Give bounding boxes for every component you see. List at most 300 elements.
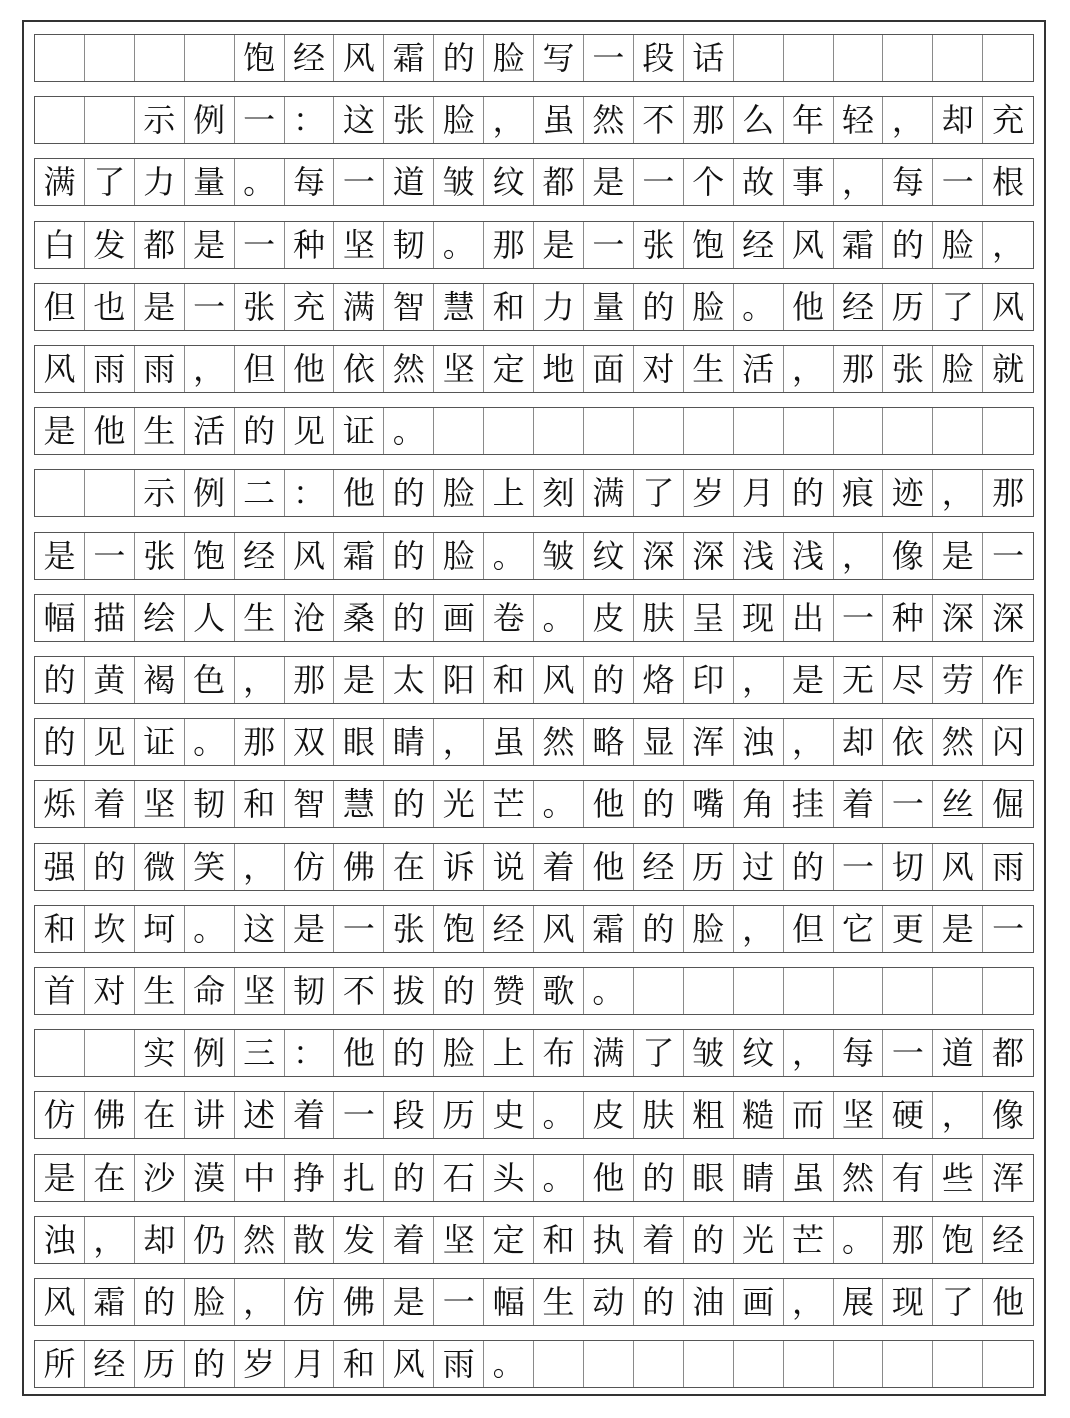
grid-cell: 他 [334,470,384,516]
grid-cell: 的 [634,906,684,952]
grid-cell: 而 [784,1092,834,1138]
grid-cell: 烙 [634,657,684,703]
grid-cell: 岁 [235,1341,285,1387]
grid-cell: 坚 [434,1217,484,1263]
grid-cell: 的 [384,1155,434,1201]
grid-cell: 一 [634,159,684,205]
grid-cell: 活 [185,408,235,454]
grid-cell: 脸 [933,222,983,268]
grid-cell: 的 [384,470,434,516]
grid-cell: 过 [734,844,784,890]
grid-cell: 是 [933,533,983,579]
grid-cell: 佛 [334,1279,384,1325]
grid-cell [933,408,983,454]
grid-cell: 黄 [85,657,135,703]
grid-cell [784,35,834,81]
grid-cell [684,408,734,454]
grid-cell [834,968,884,1014]
grid-cell: 的 [384,1030,434,1076]
grid-cell: 生 [135,408,185,454]
grid-cell: 风 [992,287,1025,326]
grid-cell: 一 [584,222,634,268]
grid-cell: 在 [85,1155,135,1201]
grid-cell: 。 [584,968,634,1014]
grid-cell: 韧 [384,222,434,268]
grid-cell: 每 [285,159,335,205]
grid-cell: 浅 [734,533,784,579]
grid-cell: 油 [684,1279,734,1325]
grid-cell [684,968,734,1014]
grid-cell: 脸 [484,35,534,81]
grid-cell: 是 [185,222,235,268]
grid-row [34,780,1034,828]
grid-cell: 例 [185,1030,235,1076]
grid-cell: 上 [484,470,534,516]
grid-cell: 像 [992,1096,1025,1135]
grid-cell: 生 [684,346,734,392]
grid-cell: 满 [334,284,384,330]
grid-cell: 都 [135,222,185,268]
grid-cell: 是 [534,222,584,268]
grid-cell: 风 [534,906,584,952]
grid-cell: 充 [285,284,335,330]
grid-cell: 是 [784,657,834,703]
grid-row [34,34,1034,82]
grid-row [34,345,1034,393]
grid-cell: 他 [584,844,634,890]
grid-cell: 桑 [334,595,384,641]
grid-cell: 却 [135,1217,185,1263]
grid-cell: 动 [584,1279,634,1325]
grid-cell: 例 [185,470,235,516]
grid-cell: 出 [784,595,834,641]
grid-cell: 肤 [634,595,684,641]
grid-cell: 幅 [484,1279,534,1325]
grid-cell: 所 [35,1341,85,1387]
grid-cell: 糙 [734,1092,784,1138]
grid-cell: 色 [185,657,235,703]
grid-cell: 佛 [85,1092,135,1138]
grid-cell: 却 [834,719,884,765]
grid-cell: 他 [584,1155,634,1201]
grid-cell: 扎 [334,1155,384,1201]
grid-cell: 和 [334,1341,384,1387]
grid-cell: 霜 [584,906,634,952]
grid-cell [35,470,85,516]
grid-cell: 那 [883,1217,933,1263]
grid-cell: 他 [85,408,135,454]
grid-cell: 然 [534,719,584,765]
grid-cell: 满 [584,1030,634,1076]
grid-cell: 那 [992,474,1025,513]
grid-cell: 。 [534,781,584,827]
grid-cell: 饱 [933,1217,983,1263]
grid-cell: 绘 [135,595,185,641]
grid-cell: 经 [834,284,884,330]
grid-cell: 一 [883,1030,933,1076]
grid-cell: 然 [384,346,434,392]
grid-cell: 见 [85,719,135,765]
grid-cell: 刻 [534,470,584,516]
grid-cell: 却 [933,97,983,143]
grid-cell: 都 [992,1034,1025,1073]
grid-cell: 那 [834,346,884,392]
grid-cell: 力 [534,284,584,330]
grid-cell: 太 [384,657,434,703]
grid-cell: 和 [534,1217,584,1263]
grid-cell: 一 [185,284,235,330]
grid-cell: 上 [484,1030,534,1076]
grid-cell: 雨 [434,1341,484,1387]
grid-cell: 烁 [35,781,85,827]
grid-cell: 那 [235,719,285,765]
grid-cell: 挂 [784,781,834,827]
grid-cell: 定 [484,1217,534,1263]
grid-cell: 的 [684,1217,734,1263]
grid-cell: 证 [334,408,384,454]
grid-cell: 浅 [784,533,834,579]
grid-cell: 皮 [584,1092,634,1138]
grid-cell: ： [285,97,335,143]
grid-cell: 历 [135,1341,185,1387]
grid-cell: 满 [35,159,85,205]
grid-cell: ， [784,1030,834,1076]
grid-cell: 饱 [185,533,235,579]
grid-cell: 满 [584,470,634,516]
grid-cell: 切 [883,844,933,890]
grid-row [34,905,1034,953]
grid-cell: 一 [933,159,983,205]
grid-cell: 依 [883,719,933,765]
grid-row [34,1340,1034,1388]
grid-cell: 韧 [185,781,235,827]
grid-cell: 张 [634,222,684,268]
grid-cell [584,1341,634,1387]
grid-cell: 那 [484,222,534,268]
grid-cell: 经 [734,222,784,268]
grid-cell: 一 [834,844,884,890]
grid-cell: 写 [534,35,584,81]
grid-row [34,1029,1034,1077]
grid-cell: 。 [534,595,584,641]
grid-cell: 显 [634,719,684,765]
grid-cell: 的 [883,222,933,268]
grid-cell: ， [734,657,784,703]
grid-cell: 着 [384,1217,434,1263]
grid-cell: 的 [135,1279,185,1325]
grid-cell: 。 [185,906,235,952]
grid-cell: 头 [484,1155,534,1201]
grid-cell: 张 [384,97,434,143]
grid-cell [983,968,1033,1014]
grid-cell: 。 [185,719,235,765]
grid-cell: 强 [35,844,85,890]
grid-cell: 不 [634,97,684,143]
grid-cell: 面 [584,346,634,392]
grid-cell: 的 [85,844,135,890]
grid-cell: 脸 [434,470,484,516]
grid-cell: 霜 [384,35,434,81]
grid-cell: 然 [933,719,983,765]
grid-cell: 是 [285,906,335,952]
grid-cell: 首 [35,968,85,1014]
grid-cell: 依 [334,346,384,392]
grid-cell [185,35,235,81]
grid-cell: 充 [992,101,1025,140]
grid-cell: 他 [992,1283,1025,1321]
grid-cell: 然 [584,97,634,143]
grid-cell: 。 [534,1155,584,1201]
grid-cell [983,1341,1033,1387]
grid-cell: 风 [784,222,834,268]
grid-cell: 石 [434,1155,484,1201]
grid-cell: ： [285,1030,335,1076]
grid-cell: 光 [734,1217,784,1263]
grid-cell: 睛 [384,719,434,765]
grid-cell: 讲 [185,1092,235,1138]
grid-cell: 生 [534,1279,584,1325]
grid-cell: 。 [434,222,484,268]
grid-cell: 的 [434,35,484,81]
grid-cell: 倔 [992,785,1025,824]
grid-cell: 雨 [992,847,1025,886]
grid-cell: 这 [334,97,384,143]
grid-cell: 话 [684,35,734,81]
grid-cell: 力 [135,159,185,205]
grid-cell: 一 [584,35,634,81]
grid-cell: 人 [185,595,235,641]
grid-cell: 示 [135,97,185,143]
grid-cell: 了 [933,284,983,330]
grid-cell: 。 [834,1217,884,1263]
grid-cell [534,408,584,454]
grid-cell: ， [883,97,933,143]
grid-cell: 仿 [285,1279,335,1325]
grid-cell: 道 [933,1030,983,1076]
grid-cell: 他 [334,1030,384,1076]
grid-cell: 浊 [734,719,784,765]
grid-cell: 布 [534,1030,584,1076]
grid-cell: 褐 [135,657,185,703]
grid-cell: 例 [185,97,235,143]
grid-cell: 诉 [434,844,484,890]
grid-cell: 粗 [684,1092,734,1138]
grid-cell: 一 [834,595,884,641]
grid-cell: 都 [534,159,584,205]
grid-cell: 经 [85,1341,135,1387]
grid-cell: 沧 [285,595,335,641]
grid-cell: 芒 [484,781,534,827]
grid-cell: 是 [35,408,85,454]
grid-cell: 实 [135,1030,185,1076]
grid-cell: 韧 [285,968,335,1014]
grid-cell: 种 [883,595,933,641]
grid-cell [734,1341,784,1387]
grid-cell: ， [784,346,834,392]
grid-cell: 历 [434,1092,484,1138]
grid-cell: 劳 [933,657,983,703]
grid-cell: 脸 [434,533,484,579]
grid-cell: 画 [434,595,484,641]
grid-cell: ， [185,346,235,392]
grid-cell: 皮 [584,595,634,641]
grid-cell: 他 [584,781,634,827]
grid-cell: ， [734,906,784,952]
grid-row [34,594,1034,642]
grid-cell [933,35,983,81]
grid-cell: 量 [185,159,235,205]
grid-cell: 仿 [35,1092,85,1138]
grid-cell: 也 [85,284,135,330]
grid-cell: 证 [135,719,185,765]
grid-cell: 是 [135,284,185,330]
grid-cell [35,97,85,143]
grid-cell [784,968,834,1014]
grid-cell [484,408,534,454]
grid-cell: 他 [784,284,834,330]
grid-cell: 呈 [684,595,734,641]
grid-cell: 风 [285,533,335,579]
grid-cell: 了 [634,470,684,516]
grid-cell: 深 [634,533,684,579]
grid-cell: 虽 [484,719,534,765]
grid-cell: 三 [235,1030,285,1076]
grid-cell: 描 [85,595,135,641]
grid-cell: 慧 [434,284,484,330]
grid-cell: 着 [534,844,584,890]
grid-cell: 个 [684,159,734,205]
grid-cell: 皱 [684,1030,734,1076]
grid-row [34,469,1034,517]
grid-cell: 坚 [334,222,384,268]
grid-cell: 的 [185,1341,235,1387]
grid-cell: 了 [634,1030,684,1076]
grid-cell: 轻 [834,97,884,143]
grid-cell: 一 [334,906,384,952]
grid-cell [933,968,983,1014]
grid-cell: 经 [285,35,335,81]
grid-cell: 风 [933,844,983,890]
grid-cell: ， [434,719,484,765]
grid-cell: 事 [784,159,834,205]
grid-cell: 的 [434,968,484,1014]
grid-cell: 是 [35,533,85,579]
grid-cell: 。 [734,284,784,330]
grid-cell: 一 [85,533,135,579]
grid-cell: 它 [834,906,884,952]
grid-cell: 脸 [684,906,734,952]
grid-row [34,967,1034,1015]
grid-cell: 微 [135,844,185,890]
grid-cell: 张 [384,906,434,952]
grid-cell: 脸 [185,1279,235,1325]
grid-cell: 和 [35,906,85,952]
grid-cell: 是 [334,657,384,703]
grid-row [34,96,1034,144]
grid-cell: 散 [285,1217,335,1263]
grid-cell: 着 [634,1217,684,1263]
grid-row [34,1091,1034,1139]
grid-cell: 风 [534,657,584,703]
grid-cell: 但 [35,284,85,330]
grid-cell: 雨 [135,346,185,392]
grid-cell: 坚 [434,346,484,392]
grid-cell: ， [85,1217,135,1263]
grid-cell: 佛 [334,844,384,890]
grid-cell [734,968,784,1014]
grid-cell: 智 [285,781,335,827]
grid-cell: 深 [933,595,983,641]
grid-row [34,656,1034,704]
grid-cell: 虽 [784,1155,834,1201]
grid-cell: 活 [734,346,784,392]
grid-cell: 饱 [434,906,484,952]
grid-cell: 皱 [534,533,584,579]
grid-cell: 风 [384,1341,434,1387]
grid-cell: 拔 [384,968,434,1014]
grid-cell: 这 [235,906,285,952]
grid-cell: 略 [584,719,634,765]
grid-cell: 着 [834,781,884,827]
grid-cell: 深 [684,533,734,579]
grid-cell: 史 [484,1092,534,1138]
grid-cell: 饱 [235,35,285,81]
grid-cell: 了 [933,1279,983,1325]
grid-cell [734,35,784,81]
grid-cell: 的 [384,533,434,579]
grid-cell: 浑 [684,719,734,765]
grid-cell: 展 [834,1279,884,1325]
grid-cell: 但 [235,346,285,392]
grid-cell: 量 [584,284,634,330]
grid-cell [534,1341,584,1387]
grid-cell: 眼 [684,1155,734,1201]
grid-cell: 么 [734,97,784,143]
grid-cell: 生 [135,968,185,1014]
grid-cell: 慧 [334,781,384,827]
grid-cell: 历 [684,844,734,890]
grid-cell [834,1341,884,1387]
grid-cell: 饱 [684,222,734,268]
grid-cell [784,408,834,454]
writing-grid-paper [22,20,1046,1396]
grid-cell: 的 [384,781,434,827]
grid-cell: 光 [434,781,484,827]
grid-cell: ， [484,97,534,143]
grid-cell: 一 [992,909,1025,948]
grid-cell: 二 [235,470,285,516]
grid-cell [85,97,135,143]
grid-cell: 张 [235,284,285,330]
grid-cell: 对 [85,968,135,1014]
grid-cell: 双 [285,719,335,765]
grid-cell: 坚 [235,968,285,1014]
grid-cell: 了 [85,159,135,205]
grid-cell: 深 [992,598,1025,637]
grid-cell: 有 [883,1155,933,1201]
grid-cell: 浑 [992,1158,1025,1197]
grid-cell: 脸 [434,97,484,143]
grid-cell: 迹 [883,470,933,516]
grid-cell [933,1341,983,1387]
grid-cell: 无 [834,657,884,703]
grid-cell [434,408,484,454]
grid-cell: 现 [734,595,784,641]
grid-cell: 经 [235,533,285,579]
grid-cell: 岁 [684,470,734,516]
grid-row [34,158,1034,206]
grid-cell: 在 [384,844,434,890]
